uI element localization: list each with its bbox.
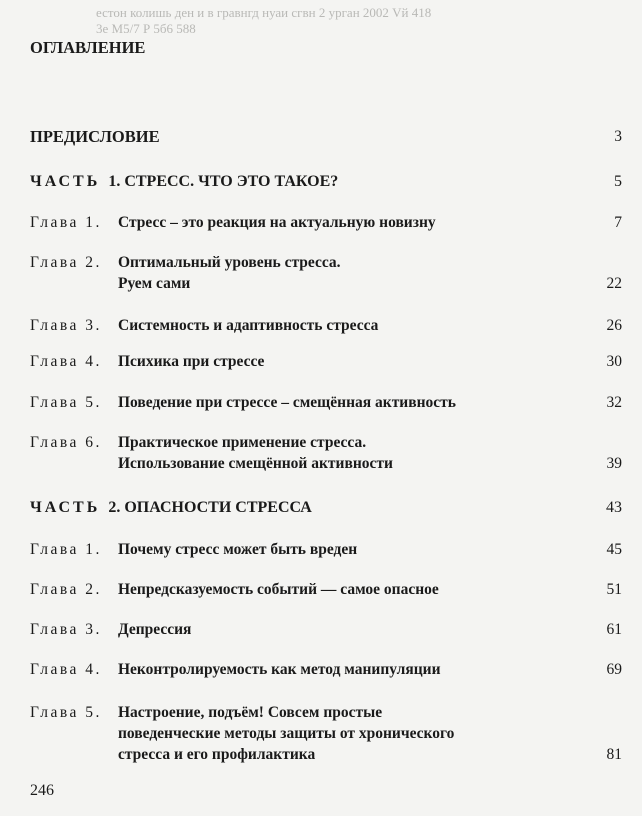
chapter-label: Глава 5.: [30, 394, 102, 411]
part-title: 2. ОПАСНОСТИ СТРЕССА: [108, 499, 312, 516]
part-title: 1. СТРЕСС. ЧТО ЭТО ТАКОЕ?: [108, 173, 339, 190]
preface-title: ПРЕДИСЛОВИЕ: [30, 127, 160, 146]
chapter-label: Глава 1.: [30, 214, 102, 231]
chapter-title: Настроение, подъём! Совсем простые: [118, 704, 383, 721]
chapter-title-line: стресса и его профилактика: [118, 746, 316, 763]
page-number: 26: [606, 317, 622, 334]
chapter-title: Поведение при стрессе – смещённая активность: [118, 394, 456, 411]
page-number: 7: [614, 214, 622, 231]
page-number: 5: [614, 173, 622, 190]
chapter-label: Глава 3.: [30, 621, 102, 638]
chapter-title: Психика при стрессе: [118, 353, 265, 370]
chapter-title: Почему стресс может быть вреден: [118, 541, 358, 558]
chapter-title-line: поведенческие методы защиты от хронического: [118, 725, 455, 742]
page-number: 30: [606, 353, 622, 370]
page-number: 32: [606, 394, 622, 411]
chapter-label: Глава 2.: [30, 254, 102, 271]
part-word: ЧАСТЬ: [30, 173, 101, 190]
toc-chapter: [30, 703, 622, 765]
page-number: 22: [606, 275, 622, 292]
page-number: 45: [606, 541, 622, 558]
page-number: 51: [606, 581, 622, 598]
page-folio: 246: [30, 782, 54, 799]
page-number: 39: [606, 455, 622, 472]
chapter-label: Глава 1.: [30, 541, 102, 558]
chapter-label: Глава 4.: [30, 353, 102, 370]
chapter-title: Системность и адаптивность стресса: [118, 317, 379, 334]
chapter-title-line: Руем сами: [118, 275, 191, 292]
chapter-title: Оптимальный уровень стресса.: [118, 254, 341, 271]
chapter-label: Глава 5.: [30, 704, 102, 721]
chapter-label: Глава 6.: [30, 434, 102, 451]
page-number: 61: [606, 621, 622, 638]
toc-chapter: [30, 253, 622, 293]
toc-title: ОГЛАВЛЕНИЕ: [30, 38, 146, 57]
part-word: ЧАСТЬ: [30, 499, 101, 516]
show-through-line: 3е М5/7 Р 5б6 588: [96, 21, 196, 36]
page-number: 81: [606, 746, 622, 763]
page-number: 69: [606, 661, 622, 678]
chapter-label: Глава 4.: [30, 661, 102, 678]
chapter-title: Непредсказуемость событий — самое опасное: [118, 581, 439, 598]
chapter-title-line: Использование смещённой активности: [118, 455, 393, 472]
page-number: 43: [606, 499, 622, 516]
chapter-label: Глава 3.: [30, 317, 102, 334]
toc-chapter: [30, 433, 622, 473]
chapter-title: Практическое применение стресса.: [118, 434, 367, 451]
show-through-line: естон колишь ден и в гравнгд нуаи сгвн 2 урган 2002 Vй 418: [96, 5, 432, 20]
chapter-title: Неконтролируемость как метод манипуляции: [118, 661, 441, 678]
chapter-label: Глава 2.: [30, 581, 102, 598]
page-number: 3: [614, 128, 622, 145]
chapter-title: Стресс – это реакция на актуальную новизну: [118, 214, 436, 231]
chapter-title: Депрессия: [118, 621, 192, 638]
